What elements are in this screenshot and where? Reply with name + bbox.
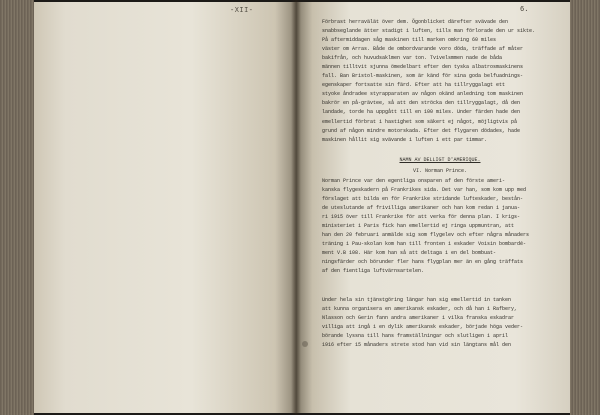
page-text [322,18,558,350]
text-line: förslaget att bilda en för Frankrike stridande lufteskader, bestån- [322,195,524,202]
book-gutter [291,0,301,415]
text-line: de uteslutande af frivilliga amerikaner och han kom redan i janua- [322,204,521,211]
text-line: maskinen hållit sig svävande i luften i ett par timmar. [322,136,488,143]
text-line: styoke åndradee styrapparaten av någon okänd anledning tom maskinen [322,91,524,98]
left-page-header: -XII- [230,7,254,15]
text-line: landade, torde ha uppgått till en 100 miles. Under färden hade den [322,109,521,116]
paragraph-block-middle [322,177,558,277]
paragraph-gap [322,276,558,296]
text-line: ningsfärder och börunder fler hans flygplan mer än en gång träffats [322,259,524,266]
section-heading: NAMN AV DELLIGT D'AMERIQUE. [399,156,481,163]
text-line: bakifrån, och huvudsaklmen var ton. Tvivelsmmen nade de båda [322,55,503,62]
text-line: Nlasson och Gerin fann andra amerikaner i vilka franska eskadrar [322,315,515,322]
text-line: egenskaper fortsatte sin färd. Efter att ha tillryggalagt ett [322,82,506,89]
left-page [34,2,296,413]
text-line: männen tilltvit sjunna ömedelbart efter den tyska albatrosmaskinens [322,64,524,71]
text-line: af den fientliga luftvärnsartelen. [322,268,425,275]
text-line: träning i Pau-skolan kom han till fronten i eskader Voisin bombardé- [322,240,527,247]
text-line: börande lyssna till hans framställningar och slutligen i april [322,333,509,340]
left-page-stack-edge [0,0,34,415]
text-line: 1916 efter 15 månaders strete stod han vid sin längtans mål den [322,342,512,349]
text-line: Under hela sin tjänstgöring längar han sig emellertid in tanken [322,297,512,304]
text-line: villiga att ingå i en dylik amerikansk eskader, började höga veder- [322,324,524,331]
section-subheading: VI. Norman Prince. [412,167,467,174]
text-line: bakrör en på-grävtee, så att den ströcka den tillryggalagt, då den [322,100,521,107]
paragraph-block-top [322,18,558,145]
text-line: han den 20 februari anmälde sig som flygelev och efter några månaders [322,231,530,238]
text-line: ri 1915 över till Frankrike för att verka för denna plan. I krigs- [322,213,521,220]
right-page-stack-edge [570,0,600,415]
binding-hole [302,341,308,347]
text-line: Förbrast herravälät över dem. Ögonblicket därefter svävade den [322,19,509,25]
text-line: ment V.B 108. Här kom han så att deltaga i en del bombuat- [322,250,497,257]
text-line: Norman Prince var den egentliga onsparen af den förste ameri- [322,177,506,184]
text-line: kanska flygeskadern på Frankrikes sida. Det var han, som kom upp med [322,186,527,193]
text-line: grund af någon mindre motorskada. Efter det flygaren dödades, hade [322,127,521,134]
text-line: fall. Ban Bristol-maskinen, som är känd för sina goda belfuadnings- [322,73,524,80]
text-line: På aftermiddagen såg maskinen till marken omkring 60 miles [322,37,497,44]
text-line: ministeriet i Paris fick han emellertid ej ringa uppmuntran, att [322,222,515,229]
text-line: emellertid förbrat i hastighet som säkert ej något, möjligtvis på [322,118,518,125]
page-number: 6. [520,6,529,14]
text-line: snabbseglande ätter stadigt i luften, tills man förlorade den ur sikte. [322,28,536,35]
text-line: att kunna organisera en amerikansk eskader, och då han i Rafbery, [322,306,518,313]
text-line: väster om Arras. Både de ombordvarande voro döda, träffade af måter [322,46,524,53]
paragraph-block-bottom [322,296,558,350]
